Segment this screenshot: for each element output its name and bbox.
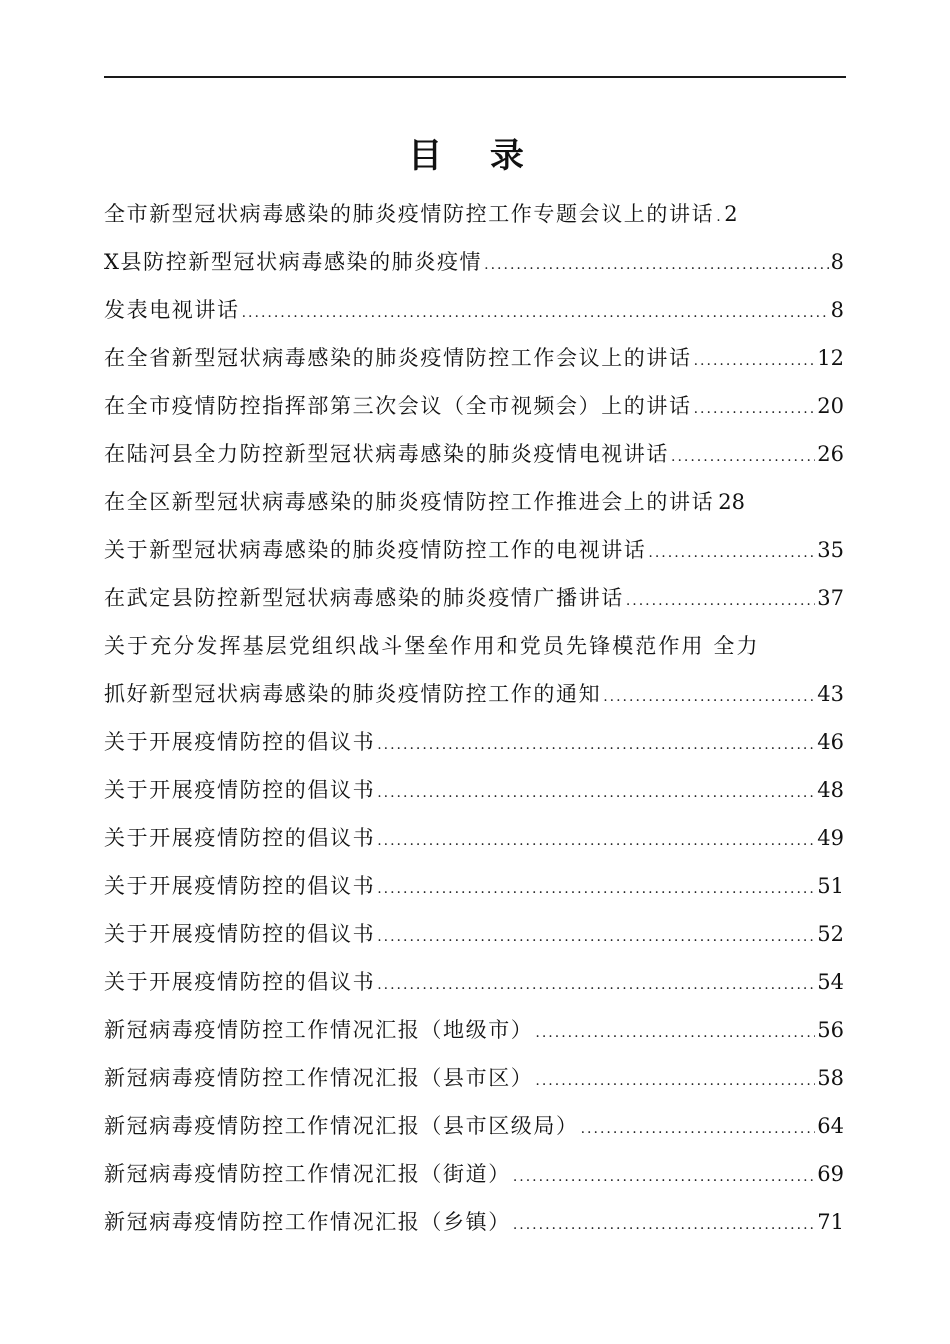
toc-list [104, 190, 844, 1246]
toc-entry[interactable] [104, 190, 844, 238]
toc-entry-title: 在全省新型冠状病毒感染的肺炎疫情防控工作会议上的讲话 [104, 346, 692, 370]
toc-entry[interactable] [104, 718, 844, 766]
toc-entry-title: 发表电视讲话 [104, 298, 240, 322]
toc-entry[interactable] [104, 382, 844, 430]
toc-leader [377, 769, 815, 817]
toc-entry-page: 51 [817, 874, 844, 898]
toc-entry[interactable] [104, 430, 844, 478]
toc-entry[interactable] [104, 238, 844, 286]
toc-entry-title: 关于开展疫情防控的倡议书 [104, 730, 376, 754]
toc-entry-page: 12 [817, 346, 844, 370]
toc-leader [484, 241, 828, 289]
toc-entry[interactable] [104, 910, 844, 958]
toc-leader [581, 1105, 816, 1153]
toc-entry-page: 46 [817, 730, 844, 754]
toc-leader [626, 577, 815, 625]
toc-leader [242, 289, 829, 337]
toc-entry[interactable] [104, 814, 844, 862]
toc-entry-title: 新冠病毒疫情防控工作情况汇报（县市区） [104, 1066, 534, 1090]
toc-entry[interactable] [104, 334, 844, 382]
toc-leader [648, 529, 815, 577]
toc-entry[interactable] [104, 526, 844, 574]
toc-entry-title: 关于开展疫情防控的倡议书 [104, 874, 376, 898]
toc-entry-page: 48 [817, 778, 844, 802]
toc-entry[interactable] [104, 862, 844, 910]
toc-leader [694, 337, 816, 385]
toc-entry-title: 新冠病毒疫情防控工作情况汇报（街道） [104, 1162, 511, 1186]
toc-leader [716, 193, 722, 241]
toc-entry-page: 52 [817, 922, 844, 946]
toc-entry-page: 8 [830, 298, 844, 322]
toc-entry[interactable] [104, 958, 844, 1006]
toc-entry-title: 在武定县防控新型冠状病毒感染的肺炎疫情广播讲话 [104, 586, 624, 610]
toc-leader [603, 673, 815, 721]
toc-entry-title: 关于开展疫情防控的倡议书 [104, 826, 376, 850]
toc-entry-page: 56 [817, 1018, 844, 1042]
toc-entry-title: 抓好新型冠状病毒感染的肺炎疫情防控工作的通知 [104, 682, 602, 706]
toc-leader [694, 385, 816, 433]
toc-entry-page: 37 [817, 586, 844, 610]
toc-entry-page: 49 [817, 826, 844, 850]
toc-entry-page: 71 [817, 1210, 844, 1234]
toc-entry[interactable] [104, 574, 844, 622]
toc-leader [671, 433, 815, 481]
toc-entry[interactable] [104, 1150, 844, 1198]
toc-entry-continued[interactable] [104, 670, 844, 718]
toc-entry-page: 69 [817, 1162, 844, 1186]
toc-entry-page: 8 [830, 250, 844, 274]
toc-entry-title: 新冠病毒疫情防控工作情况汇报（县市区级局） [104, 1114, 579, 1138]
toc-entry-page: 28 [718, 490, 745, 514]
toc-entry-title: 关于开展疫情防控的倡议书 [104, 922, 376, 946]
toc-entry-title: 关于充分发挥基层党组织战斗堡垒作用和党员先锋模范作用 全力 [104, 634, 760, 658]
toc-leader [377, 865, 815, 913]
toc-entry-page: 54 [817, 970, 844, 994]
toc-entry[interactable] [104, 1054, 844, 1102]
toc-entry-page: 58 [817, 1066, 844, 1090]
toc-entry-page: 20 [817, 394, 844, 418]
toc-leader [535, 1009, 815, 1057]
header-rule [104, 76, 846, 78]
toc-entry-page: 2 [724, 202, 738, 226]
toc-entry-title: X县防控新型冠状病毒感染的肺炎疫情 [104, 250, 483, 274]
toc-entry-title: 在全市疫情防控指挥部第三次会议（全市视频会）上的讲话 [104, 394, 692, 418]
toc-entry-page: 35 [817, 538, 844, 562]
toc-entry-page: 26 [817, 442, 844, 466]
toc-entry[interactable] [104, 478, 844, 526]
toc-entry-title: 在陆河县全力防控新型冠状病毒感染的肺炎疫情电视讲话 [104, 442, 669, 466]
toc-entry-title: 关于新型冠状病毒感染的肺炎疫情防控工作的电视讲话 [104, 538, 647, 562]
toc-entry-title: 新冠病毒疫情防控工作情况汇报（地级市） [104, 1018, 534, 1042]
toc-leader [377, 961, 815, 1009]
toc-entry-title: 关于开展疫情防控的倡议书 [104, 970, 376, 994]
toc-entry[interactable] [104, 1006, 844, 1054]
toc-entry-page: 64 [817, 1114, 844, 1138]
toc-entry[interactable] [104, 286, 844, 334]
toc-entry-title: 全市新型冠状病毒感染的肺炎疫情防控工作专题会议上的讲话 [104, 202, 715, 226]
toc-leader [377, 913, 815, 961]
toc-entry[interactable] [104, 1198, 844, 1246]
toc-entry[interactable] [104, 766, 844, 814]
toc-leader [513, 1153, 815, 1201]
toc-leader [377, 817, 815, 865]
toc-entry-title: 关于开展疫情防控的倡议书 [104, 778, 376, 802]
toc-leader [513, 1201, 815, 1249]
toc-entry-page: 43 [817, 682, 844, 706]
toc-entry[interactable] [104, 622, 844, 670]
toc-entry[interactable] [104, 1102, 844, 1150]
toc-leader [535, 1057, 815, 1105]
toc-entry-title: 在全区新型冠状病毒感染的肺炎疫情防控工作推进会上的讲话 [104, 490, 715, 514]
toc-leader [377, 721, 815, 769]
toc-entry-title: 新冠病毒疫情防控工作情况汇报（乡镇） [104, 1210, 511, 1234]
toc-title: 目 录 [408, 136, 542, 176]
